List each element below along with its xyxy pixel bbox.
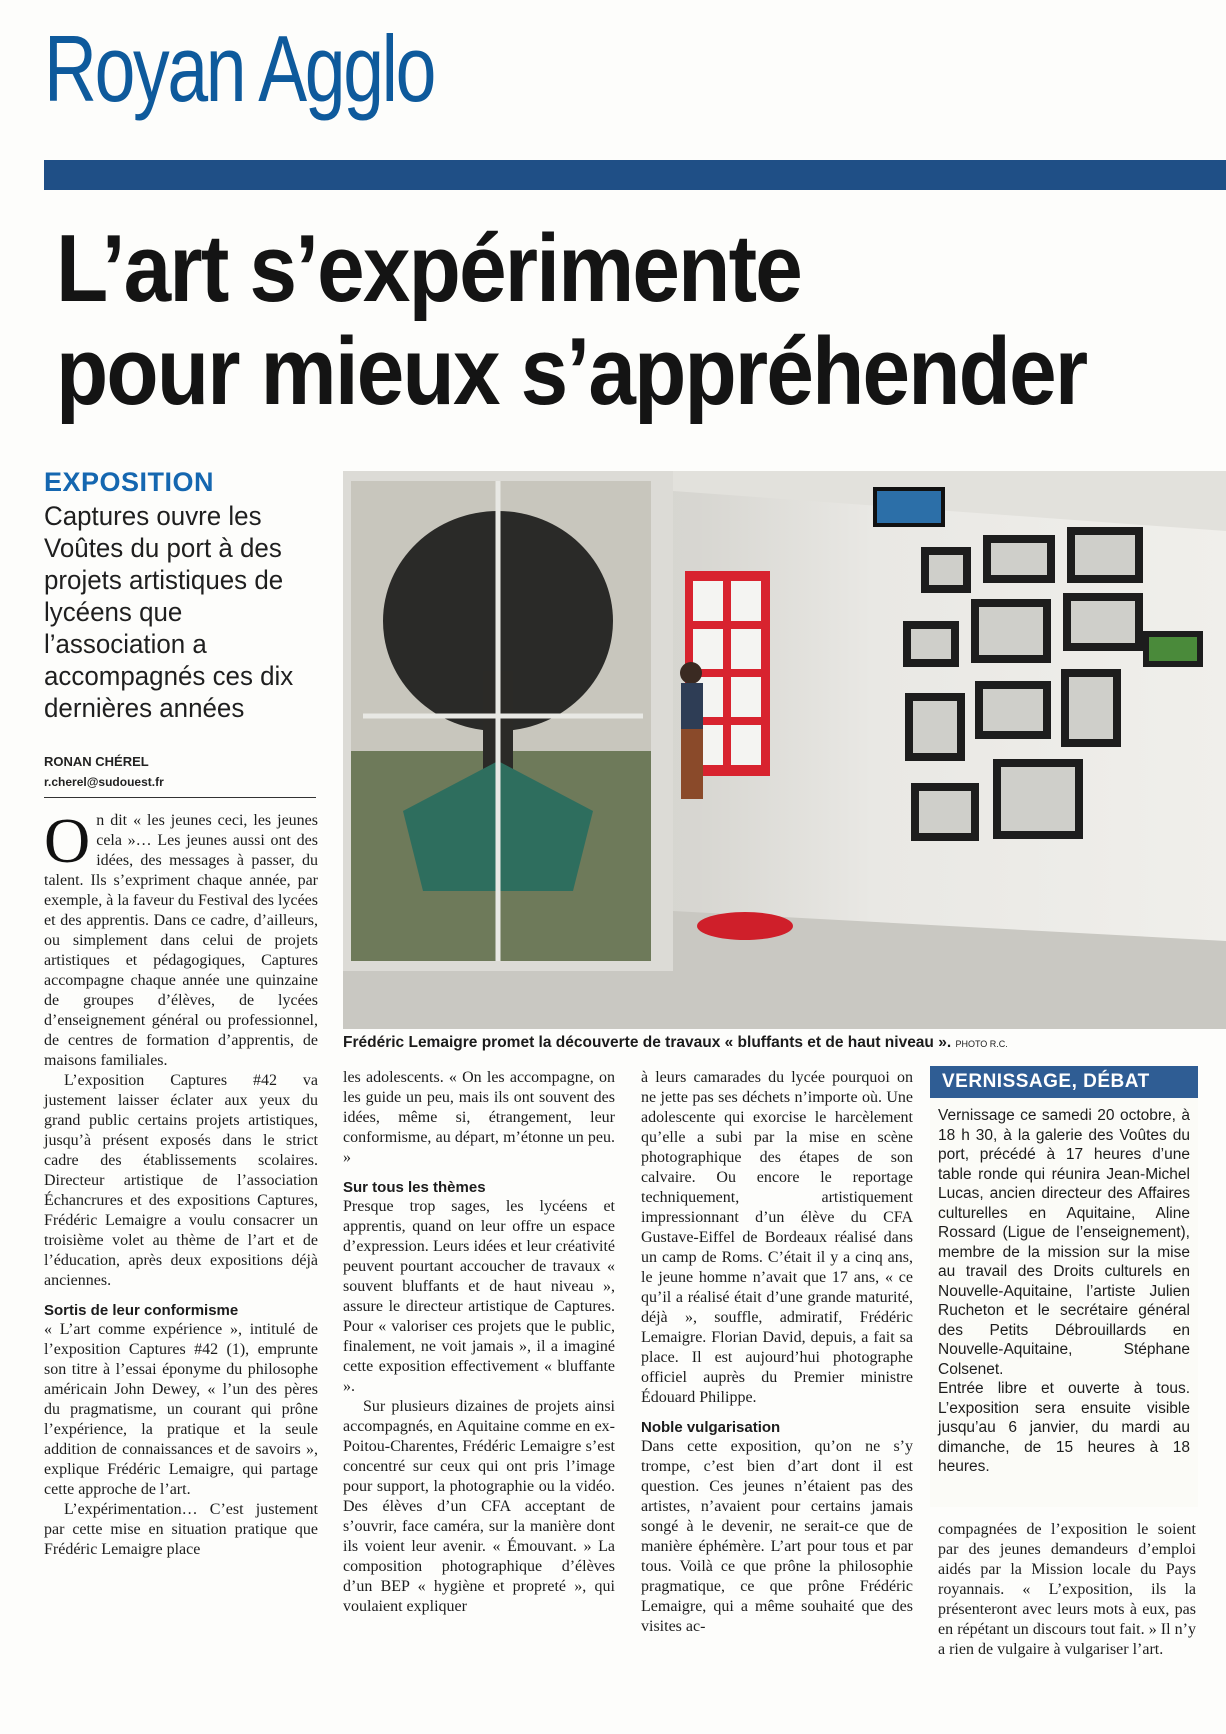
exhibition-photo <box>343 471 1226 1029</box>
byline-rule <box>44 797 316 798</box>
section-title: Royan Agglo <box>44 16 435 121</box>
section-bar <box>44 160 1226 190</box>
article-column-3 <box>641 1068 913 1637</box>
subheading: Sur tous les thèmes <box>343 1179 486 1196</box>
article-paragraph: à leurs camarades du lycée pourquoi on ne jette pas ses déchets n’importe où. Une adolescente qui exorcise le harcèlement qu’elle a subi par la mise en scène photographique des étapes de son calvaire. Ou encore le reportage techniquement, artistiquement impressionnant d’un élève du CFA Gustave-Eiffel de Bordeaux réalisé dans un camp de Roms. C’était il y a cinq ans, le jeune homme n’avait que 17 ans, « ce qu’il a réalisé était d’une grande maturité, déjà », souffle, admiratif, Frédéric Lemaigre. Florian David, depuis, a fait sa place. Il est aujourd’hui photographe officiel auprès du Premier ministre Édouard Philippe. <box>641 1069 913 1406</box>
exhibition-photo-illustration <box>343 471 1226 1029</box>
article-paragraph: « L’art comme expérience », intitulé de l’exposition Captures #42 (1), emprunte son titre à l’essai éponyme du philosophe américain John Dewey, « l’un des pères du pragmatisme, un courant qui prône l’expérience, la pratique et la seule addition de connaissances et de savoirs », explique Frédéric Lemaigre, qui partage cette approche de l’art. <box>44 1321 318 1498</box>
headline <box>56 215 1087 425</box>
sidebar-title: VERNISSAGE, DÉBAT <box>930 1066 1198 1098</box>
article-column-1 <box>44 805 318 1560</box>
sidebar-body <box>938 1106 1190 1477</box>
photo-credit: PHOTO R.C. <box>955 1039 1008 1049</box>
drop-cap: O <box>44 805 91 876</box>
article-paragraph: On dit « les jeunes ceci, les jeunes cela »… Les jeunes aussi ont des idées, des messages à passer, du talent. Ils s’expriment chaque année, par exemple, à la faveur du Festival des lycées et des apprentis. Dans ce cadre, d’ailleurs, ou simplement dans celui de projets artistiques et pédagogiques, Captures accompagne chaque année une quinzaine de groupes d’élèves, de lycées d’enseignement général ou professionnel, de centres de formation d’apprentis, de maisons familiales. <box>44 805 318 1069</box>
headline-line-2: pour mieux s’appréhender <box>56 317 1087 425</box>
sidebar-paragraph: Vernissage ce samedi 20 octobre, à 18 h 30, à la galerie des Voûtes du port, précédé à 17 heures d’une table ronde qui réunira Jean-Michel Lucas, ancien directeur des Affaires culturelles en Aquitaine, Aline Rossard (Ligue de l’enseignement), membre de la mission sur la mise au travail des Droits culturels en Nouvelle-Aquitaine, l’artiste Julien Rucheton et le secrétaire général des Petits Débrouillards en Nouvelle-Aquitaine, Stéphane Colsenet. <box>938 1107 1190 1378</box>
article-paragraph: Presque trop sages, les lycéens et apprentis, quand on leur offre un espace d’expression. Leurs idées et leur créativité peuvent pourtant accoucher de travaux « souvent bluffants et de haut niveau », assure le directeur artistique de Captures. Pour « valoriser ces projets que le public, finalement, ne voit jamais », il a imaginé cette exposition effectivement « bluffante ». <box>343 1198 615 1395</box>
caption-text: Frédéric Lemaigre promet la découverte de travaux « bluffants et de haut niveau ». <box>343 1034 952 1051</box>
article-column-4 <box>938 1520 1196 1660</box>
article-paragraph: Sur plusieurs dizaines de projets ainsi accompagnés, en Aquitaine comme en ex-Poitou-Charentes, Frédéric Lemaigre s’est concentré sur ceux qui ont pris l’image pour support, la photographie ou la vidéo. Des élèves d’un CFA acceptant de s’ouvrir, face caméra, sur la manière dont ils voient leur avenir. « Émouvant. » La composition photographique d’élèves d’un BEP « hygiène et propreté », qui voulaient expliquer <box>343 1398 615 1615</box>
subheading: Noble vulgarisation <box>641 1419 781 1436</box>
kicker: EXPOSITION <box>44 467 215 497</box>
byline-email: r.cherel@sudouest.fr <box>44 775 164 789</box>
article-paragraph: L’expérimentation… C’est justement par cette mise en situation pratique que Frédéric Lemaigre place <box>44 1501 318 1558</box>
photo-caption <box>343 1034 1226 1052</box>
headline-line-1: L’art s’expérimente <box>56 215 801 322</box>
article-paragraph: compagnées de l’exposition le soient par des jeunes demandeurs d’emploi aidés par la Mission locale du Pays royannais. « L’exposition, ils la présenteront avec leurs mots à eux, pas en répétant un discours tout fait. » Il n’y a rien de vulgaire à vulgariser l’art. <box>938 1521 1196 1658</box>
article-paragraph: les adolescents. « On les accompagne, on les guide un peu, mais ils ont souvent des idées, même si, étrangement, leur conformisme, au départ, m’étonne un peu. » <box>343 1069 615 1166</box>
subheading: Sortis de leur conformisme <box>44 1302 239 1319</box>
article-paragraph: Dans cette exposition, qu’on ne s’y trompe, c’est bien d’art dont il est question. Ces jeunes n’étaient pas des artistes, n’avaient pour certains jamais songé à le devenir, ne serait-ce que de manière éphémère. L’art pour tous et par tous. Voilà ce que prône la philosophie pragmatique, ce que prône Frédéric Lemaigre, qui a même souhaité que des visites ac- <box>641 1438 913 1635</box>
sidebar-paragraph: Entrée libre et ouverte à tous. L’exposition sera ensuite visible jusqu’au 6 janvier, du mardi au dimanche, de 15 heures à 18 heures. <box>938 1380 1190 1475</box>
article-paragraph: L’exposition Captures #42 va justement laisser éclater aux yeux du grand public certains projets artistiques, jusqu’à présent exposés dans le strict cadre des établissements scolaires. Directeur artistique de l’association Échancrures et des expositions Captures, Frédéric Lemaigre a voulu consacrer un troisième volet au thème de l’art et de l’éducation, après deux expositions déjà anciennes. <box>44 1072 318 1289</box>
event-sidebar <box>930 1066 1198 1507</box>
byline-name: RONAN CHÉREL <box>44 754 149 769</box>
article-column-2 <box>343 1068 615 1617</box>
subhead: Captures ouvre les Voûtes du port à des projets artistiques de lycéens que l’association a accompagnés ces dix dernières années <box>44 501 294 723</box>
